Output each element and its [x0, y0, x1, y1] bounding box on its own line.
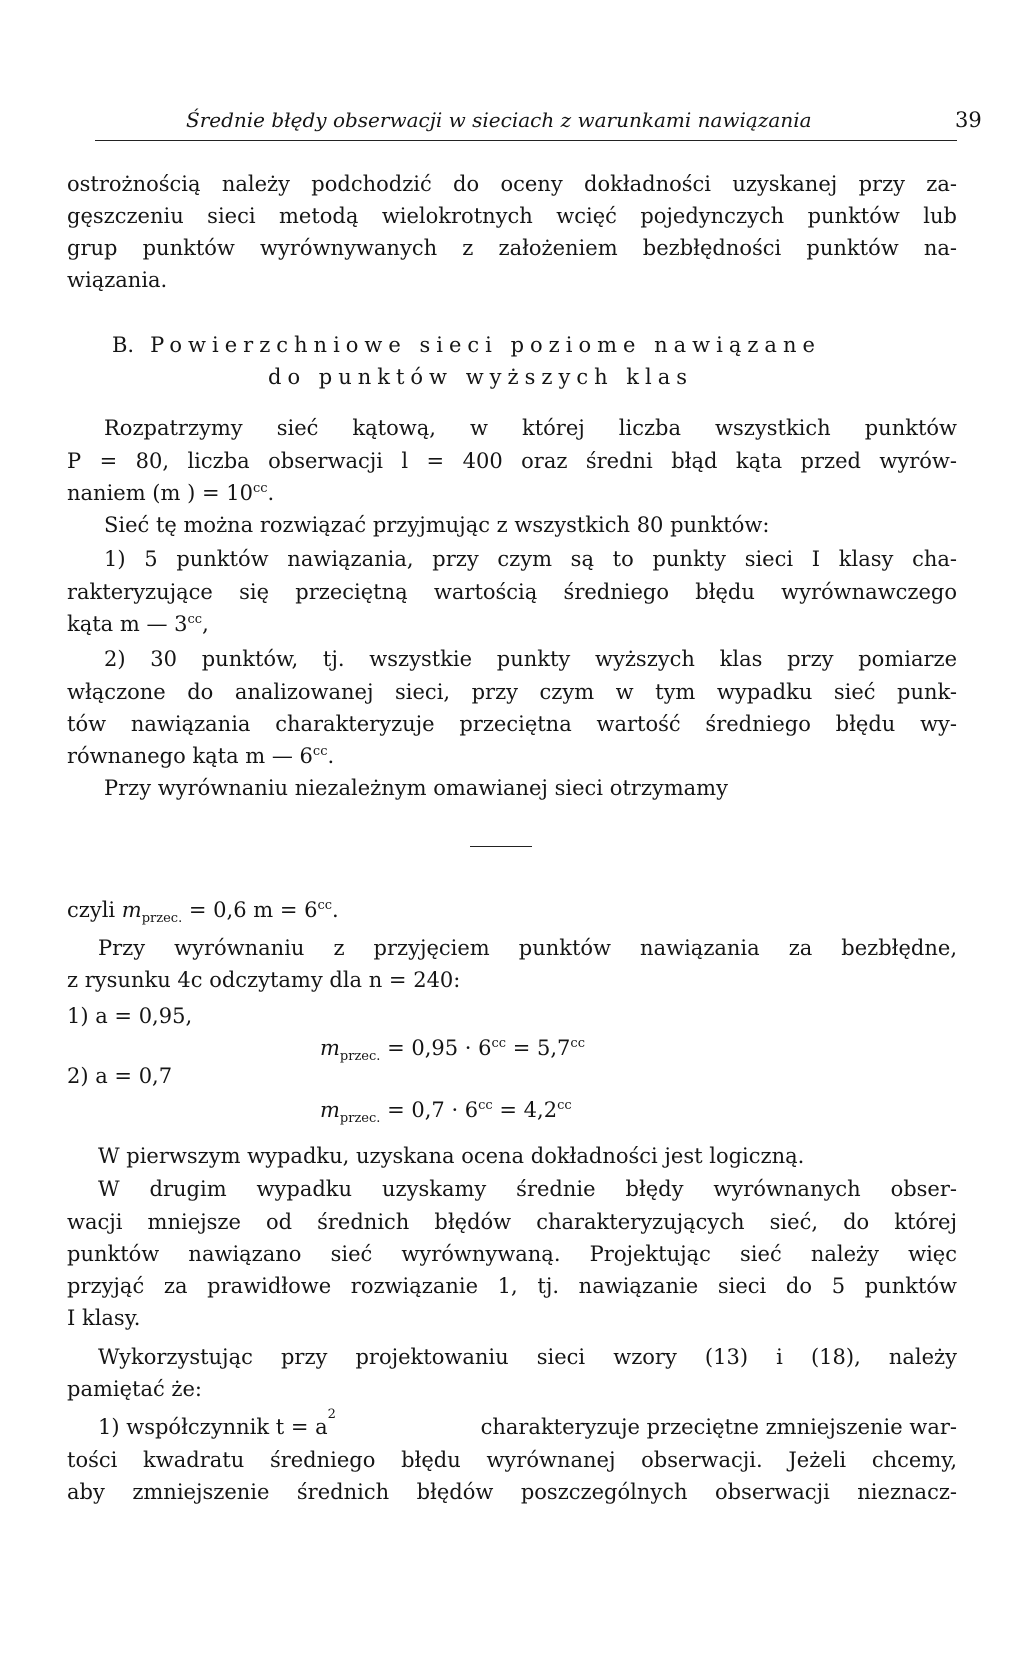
- case1-eq-b: = 5,7: [506, 1036, 571, 1060]
- item1-sup: cc: [187, 612, 203, 627]
- item2-line-4: [67, 744, 334, 768]
- item2-end: .: [327, 744, 335, 768]
- czyli-sup: cc: [317, 898, 333, 913]
- item3-line-1-rest: charakteryzuje przeciętne zmniejszenie war-: [480, 1415, 957, 1439]
- section-title-2: do punktów wyższych klas: [268, 365, 694, 389]
- item3-sup: 2: [327, 1407, 336, 1422]
- case2-formula: [320, 1098, 572, 1126]
- case2-sub: przec.: [339, 1111, 381, 1126]
- czyli-prefix: czyli: [67, 898, 122, 922]
- case1-label: 1) a = 0,95,: [67, 1004, 193, 1028]
- case1-sub: przec.: [339, 1049, 381, 1064]
- item1-line-2: rakteryzujące się przeciętną wartością średniego błędu wyrównawczego: [67, 580, 957, 604]
- p7-line-2: wacji mniejsze od średnich błędów charakteryzujących sieć, do której: [67, 1210, 957, 1234]
- p5-line-2: z rysunku 4c odczytamy dla n = 240:: [67, 968, 461, 992]
- case2-eq-a: = 0,7 · 6: [380, 1098, 479, 1122]
- section-title-1: Powierzchniowe sieci poziome nawiązane: [150, 333, 821, 357]
- p3-line: Sieć tę można rozwiązać przyjmując z wszystkich 80 punktów:: [104, 513, 770, 537]
- czyli-sub: przec.: [141, 911, 183, 926]
- case2-m: m: [320, 1098, 340, 1122]
- header-rule: [95, 140, 957, 141]
- page-number: 39: [955, 108, 982, 132]
- item3-line-2: tości kwadratu średniego błędu wyrównanej obserwacji. Jeżeli chcemy,: [67, 1448, 957, 1472]
- case1-eq-a: = 0,95 · 6: [380, 1036, 492, 1060]
- case2-eq-b: = 4,2: [492, 1098, 558, 1122]
- p2-sup: cc: [252, 481, 268, 496]
- case1-m: m: [320, 1036, 340, 1060]
- p1-line-4: wiązania.: [67, 268, 168, 292]
- p7-line-3: punktów nawiązano sieć wyrównywaną. Projektując sieć należy więc: [67, 1242, 957, 1266]
- running-header-title: Średnie błędy obserwacji w sieciach z warunkami nawiązania: [186, 108, 812, 132]
- item1-line-1: 1) 5 punktów nawiązania, przy czym są to punkty sieci I klasy cha-: [104, 547, 957, 571]
- czyli-m: m: [121, 898, 142, 922]
- p8-line-2: pamiętać że:: [67, 1377, 202, 1401]
- item2-line-2: włączone do analizowanej sieci, przy czym w tym wypadku sieć punk-: [67, 680, 957, 704]
- p7-line-4: przyjąć za prawidłowe rozwiązanie 1, tj. nawiązanie sieci do 5 punktów: [67, 1274, 957, 1298]
- p6-line: W pierwszym wypadku, uzyskana ocena dokładności jest logiczną.: [98, 1144, 805, 1168]
- section-marker: B.: [112, 333, 135, 357]
- p2-line-3: [67, 481, 274, 505]
- p2-line-2: P = 80, liczba obserwacji l = 400 oraz średni błąd kąta przed wyrów-: [67, 449, 957, 473]
- czyli-line: [67, 898, 339, 926]
- p1-line-3: grup punktów wyrównywanych z założeniem bezbłędności punktów na-: [67, 236, 957, 260]
- p2-line-1: Rozpatrzymy sieć kątową, w której liczba wszystkich punktów: [104, 416, 957, 440]
- czyli-rest: = 0,6 m = 6: [182, 898, 318, 922]
- item2-sup: cc: [312, 744, 328, 759]
- p8-line-1: Wykorzystując przy projektowaniu sieci wzory (13) i (18), należy: [98, 1345, 957, 1369]
- case1-sup-a: cc: [491, 1036, 507, 1051]
- case1-sup-b: cc: [570, 1036, 585, 1051]
- item1-line-3: [67, 612, 209, 636]
- p1-line-2: gęszczeniu sieci metodą wielokrotnych wcięć pojedynczych punktów lub: [67, 204, 957, 228]
- item2-line-1: 2) 30 punktów, tj. wszystkie punkty wyższych klas przy pomiarze: [104, 647, 957, 671]
- item3-line-3: aby zmniejszenie średnich błędów poszczególnych obserwacji nieznacz-: [67, 1480, 957, 1504]
- item2-line-4-text: równanego kąta m — 6: [67, 744, 313, 768]
- case2-sup-a: cc: [478, 1098, 493, 1113]
- p1-line-1: ostrożnością należy podchodzić do oceny dokładności uzyskanej przy za-: [67, 172, 957, 196]
- p5-line-1: Przy wyrównaniu z przyjęciem punktów nawiązania za bezbłędne,: [98, 936, 957, 960]
- item2-line-3: tów nawiązania charakteryzuje przeciętna wartość średniego błędu wy-: [67, 712, 957, 736]
- p4-line: Przy wyrównaniu niezależnym omawianej sieci otrzymamy: [104, 776, 728, 800]
- case2-label: 2) a = 0,7: [67, 1064, 173, 1088]
- case1-formula: [320, 1036, 585, 1064]
- czyli-end: .: [332, 898, 339, 922]
- p2-line-3-text: naniem (m ) = 10: [67, 481, 253, 505]
- item3-line-1: [98, 1407, 957, 1439]
- p7-line-5: I klasy.: [67, 1306, 141, 1330]
- item1-end: ,: [202, 612, 209, 636]
- case2-sup-b: cc: [557, 1098, 572, 1113]
- item1-line-3-text: kąta m — 3: [67, 612, 188, 636]
- short-rule: [470, 846, 532, 847]
- p2-end: .: [267, 481, 275, 505]
- section-heading-line-1: [112, 333, 957, 357]
- item3-line-1-text: 1) współczynnik t = a: [98, 1415, 328, 1439]
- p7-line-1: W drugim wypadku uzyskamy średnie błędy wyrównanych obser-: [98, 1177, 957, 1201]
